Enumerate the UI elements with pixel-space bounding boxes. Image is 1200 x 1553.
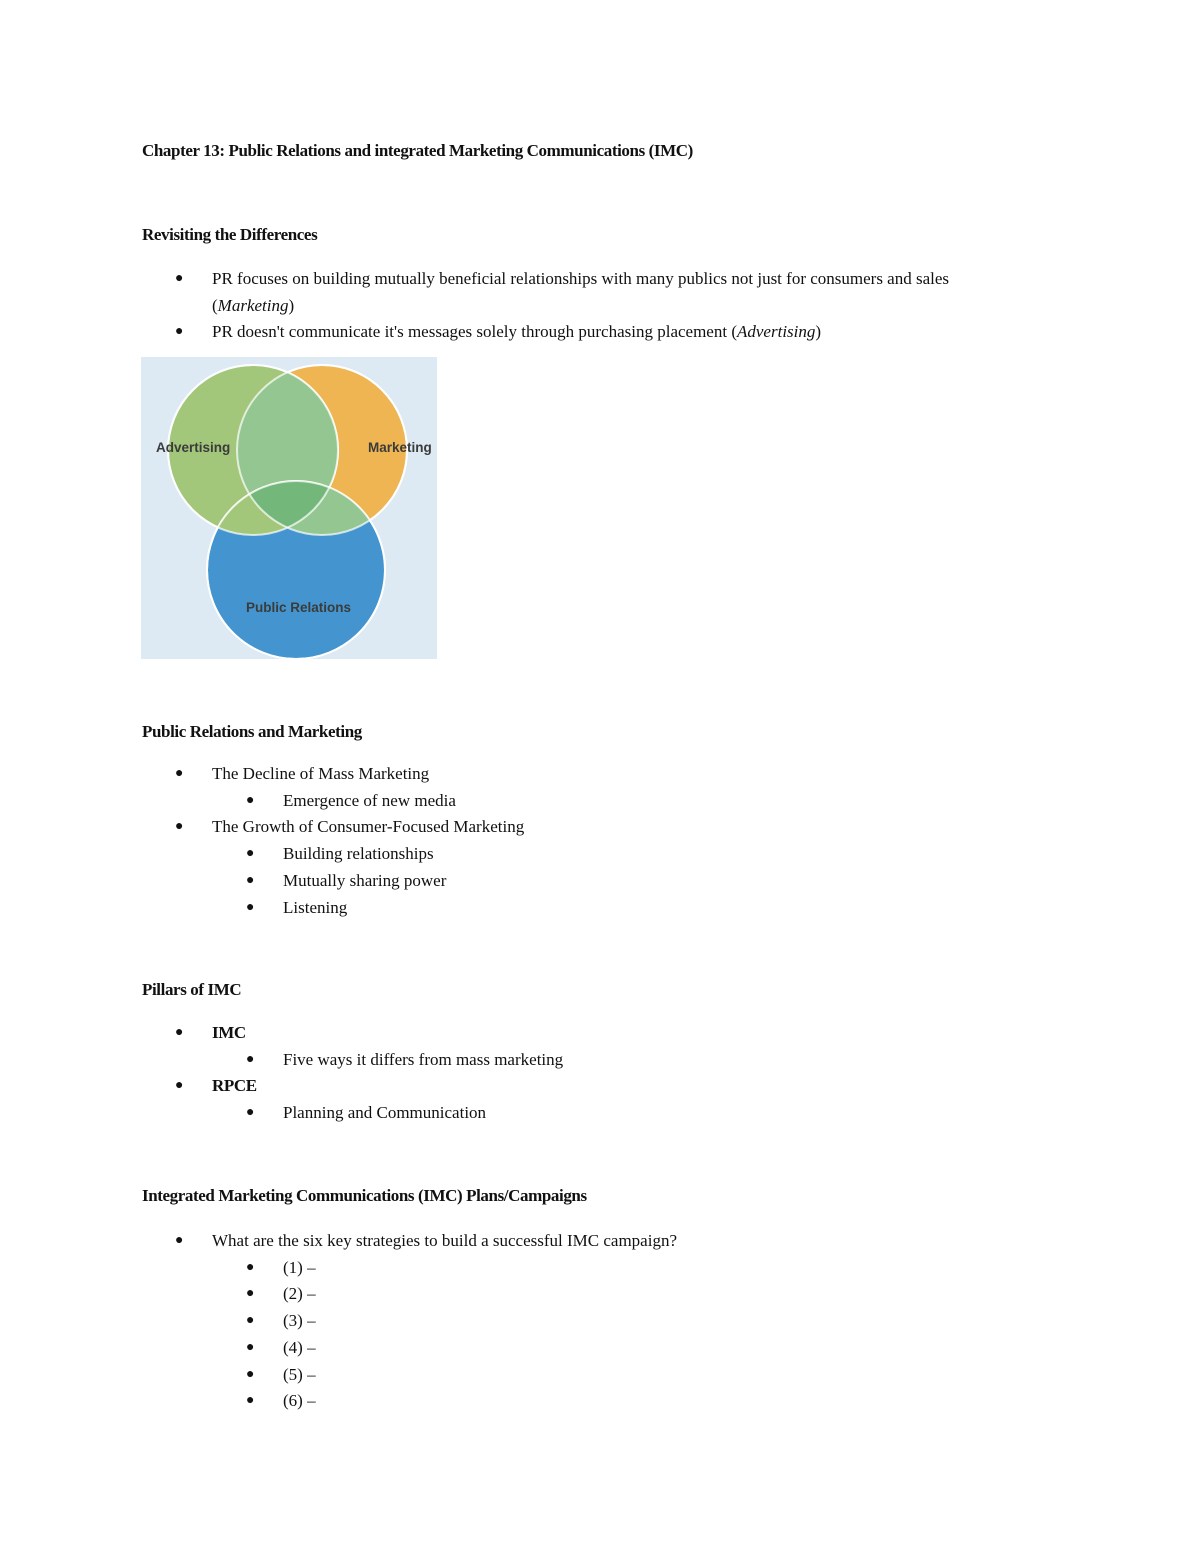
paren-close: ) (288, 295, 295, 315)
public-relations-label: Public Relations (246, 600, 352, 615)
heading-pr-and-marketing: Public Relations and Marketing (142, 722, 362, 741)
sub-list (212, 1100, 1042, 1127)
venn-diagram (141, 357, 437, 659)
pr-marketing-list (142, 761, 1042, 921)
paren-open: ( (212, 295, 218, 315)
emphasis-advertising: Advertising (737, 322, 816, 342)
bullet-icon: ● (175, 1025, 184, 1040)
bullet-icon: ● (175, 819, 184, 835)
bullet-icon: ● (246, 1105, 255, 1121)
paren-close: ) (815, 322, 822, 342)
bullet-icon: ● (246, 1339, 255, 1355)
chapter-title: Chapter 13: Public Relations and integrated Marketing Communications (IMC) (142, 141, 693, 160)
list-item (142, 266, 1062, 319)
list-item (142, 1073, 1042, 1126)
bullet-icon: ● (246, 872, 255, 888)
differences-list (142, 266, 1062, 346)
bullet-icon: ● (175, 1078, 184, 1094)
bullet-icon: ● (175, 1233, 184, 1248)
list-item (142, 761, 1042, 814)
sub-list-item-text: (2) – (283, 1284, 316, 1304)
pillars-list (142, 1020, 1042, 1127)
sub-list-item-text: (1) – (283, 1257, 316, 1277)
bullet-icon: ● (175, 324, 184, 340)
sub-list-item (142, 1100, 1042, 1127)
bullet-icon: ● (246, 1286, 255, 1302)
sub-list-item (142, 1362, 1042, 1389)
sub-list-item-text: Mutually sharing power (283, 870, 447, 890)
bullet-icon: ● (175, 271, 184, 286)
list-item (142, 1020, 1042, 1073)
bullet-icon: ● (175, 766, 184, 781)
bullet-icon: ● (246, 1259, 255, 1275)
list-item-text: The Decline of Mass Marketing (212, 764, 430, 783)
bullet-icon: ● (246, 792, 255, 808)
sub-list-item (142, 1308, 1042, 1335)
bullet-icon: ● (246, 1366, 255, 1382)
sub-list-item (142, 788, 1042, 815)
sub-list-item (142, 1255, 1042, 1282)
list-item (142, 319, 1062, 346)
sub-list-item-text: (5) – (283, 1364, 316, 1384)
list-item (142, 1228, 1042, 1415)
marketing-label: Marketing (368, 440, 432, 455)
sub-list (212, 788, 1042, 815)
list-item-text: PR doesn't communicate it's messages solely through purchasing placement ( (212, 322, 737, 342)
emphasis-marketing: Marketing (217, 295, 289, 315)
list-item-text: IMC (212, 1023, 246, 1042)
bullet-icon: ● (246, 1393, 255, 1409)
list-item (142, 814, 1042, 921)
heading-imc-plans: Integrated Marketing Communications (IMC) Plans/Campaigns (142, 1186, 587, 1205)
sub-list-item (142, 1335, 1042, 1362)
sub-list-item-text: Building relationships (283, 844, 434, 864)
list-item-text: What are the six key strategies to build a successful IMC campaign? (212, 1231, 677, 1250)
imc-plans-list (142, 1228, 1042, 1415)
bullet-icon: ● (246, 899, 255, 915)
bullet-icon: ● (246, 846, 255, 862)
sub-list-item (142, 895, 1042, 922)
sub-list (212, 841, 1042, 921)
heading-pillars-of-imc: Pillars of IMC (142, 980, 242, 999)
advertising-label: Advertising (156, 440, 231, 455)
sub-list-item (142, 1388, 1042, 1415)
list-item-text: RPCE (212, 1076, 257, 1096)
sub-list-item-text: Five ways it differs from mass marketing (283, 1049, 564, 1069)
list-item-text: The Growth of Consumer-Focused Marketing (212, 817, 525, 837)
sub-list-item (142, 841, 1042, 868)
sub-list-item (142, 1281, 1042, 1308)
sub-list-item-text: (4) – (283, 1337, 316, 1357)
sub-list-item-text: Listening (283, 897, 348, 917)
sub-list-item-text: (6) – (283, 1391, 316, 1411)
list-item-text: PR focuses on building mutually beneficial relationships with many publics not just for consumers and sales (212, 269, 950, 288)
sub-list (212, 1047, 1042, 1074)
bullet-icon: ● (246, 1313, 255, 1329)
sub-list-item (142, 1047, 1042, 1074)
sub-list-item-text: Emergence of new media (283, 790, 456, 810)
sub-list-item-text: (3) – (283, 1311, 316, 1331)
sub-list-item-text: Planning and Communication (283, 1103, 487, 1123)
bullet-icon: ● (246, 1051, 255, 1067)
sub-list-item (142, 868, 1042, 895)
heading-revisiting-differences: Revisiting the Differences (142, 225, 318, 244)
sub-list (212, 1255, 1042, 1415)
